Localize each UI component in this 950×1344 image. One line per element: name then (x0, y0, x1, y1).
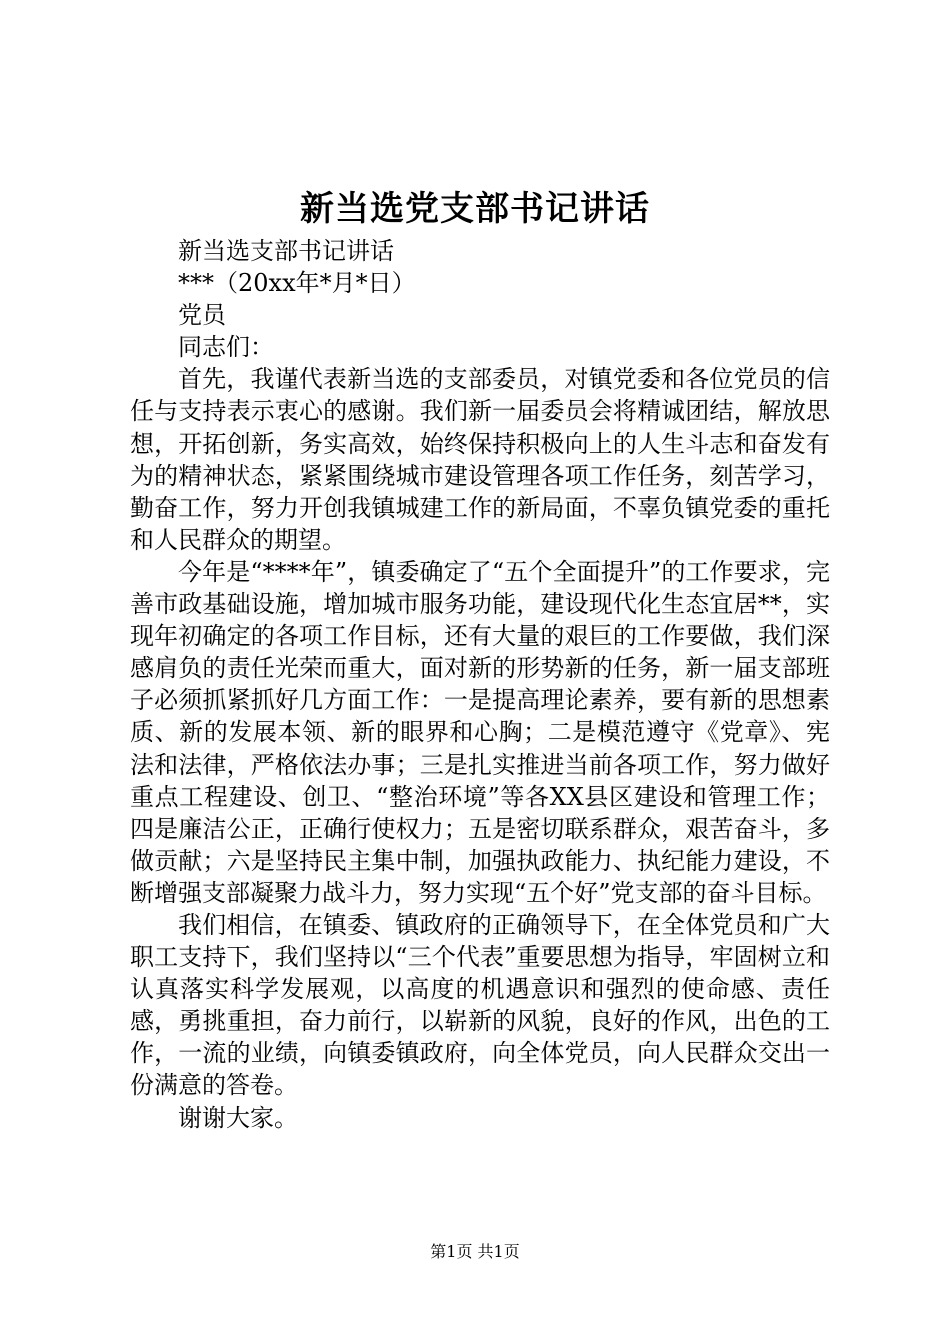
page-title: 新当选党支部书记讲话 (300, 189, 650, 229)
paragraph-work-plan: 今年是“****年”，镇委确定了“五个全面提升”的工作要求，完善市政基础设施，增加城市服务功能，建设现代化生态宜居**，实现年初确定的各项工作目标，还有大量的艰巨的工作要做，我们深感肩负的责任光荣而重大，面对新的形势新的任务，新一届支部班子必须抓紧抓好几方面工作：一是提高理论素养，要有新的思想素质、新的发展本领、新的眼界和心胸；二是模范遵守《党章》、宪法和法律，严格依法办事；三是扎实推进当前各项工作，努力做好重点工程建设、创卫、“整治环境”等各XX县区建设和管理工作；四是廉洁公正，正确行使权力；五是密切联系群众，艰苦奋斗，多做贡献；六是坚持民主集中制，加强执政能力、执纪能力建设，不断增强支部凝聚力战斗力，努力实现“五个好”党支部的奋斗目标。 (130, 557, 830, 907)
salutation-line: 同志们： (178, 333, 274, 362)
audience-line: 党员 (178, 301, 226, 330)
paragraph-thanks: 首先，我谨代表新当选的支部委员，对镇党委和各位党员的信任与支持表示衷心的感谢。我们新一届委员会将精诚团结，解放思想，开拓创新，务实高效，始终保持积极向上的人生斗志和奋发有为的精神状态，紧紧围绕城市建设管理各项工作任务，刻苦学习，勤奋工作，努力开创我镇城建工作的新局面，不辜负镇党委的重托和人民群众的期望。 (130, 365, 830, 554)
date-line: ***（20xx年*月*日） (178, 269, 416, 298)
page-footer: 第1页 共1页 (430, 1242, 520, 1261)
document-body (130, 235, 830, 1134)
subtitle-line: 新当选支部书记讲话 (178, 237, 394, 265)
closing-line: 谢谢大家。 (178, 1103, 298, 1132)
paragraph-confidence: 我们相信，在镇委、镇政府的正确领导下，在全体党员和广大职工支持下，我们坚持以“三个代表”重要思想为指导，牢固树立和认真落实科学发展观，以高度的机遇意识和强烈的使命感、责任感，勇挑重担，奋力前行，以崭新的风貌，良好的作风，出色的工作，一流的业绩，向镇委镇政府，向全体党员，向人民群众交出一份满意的答卷。 (130, 910, 830, 1100)
